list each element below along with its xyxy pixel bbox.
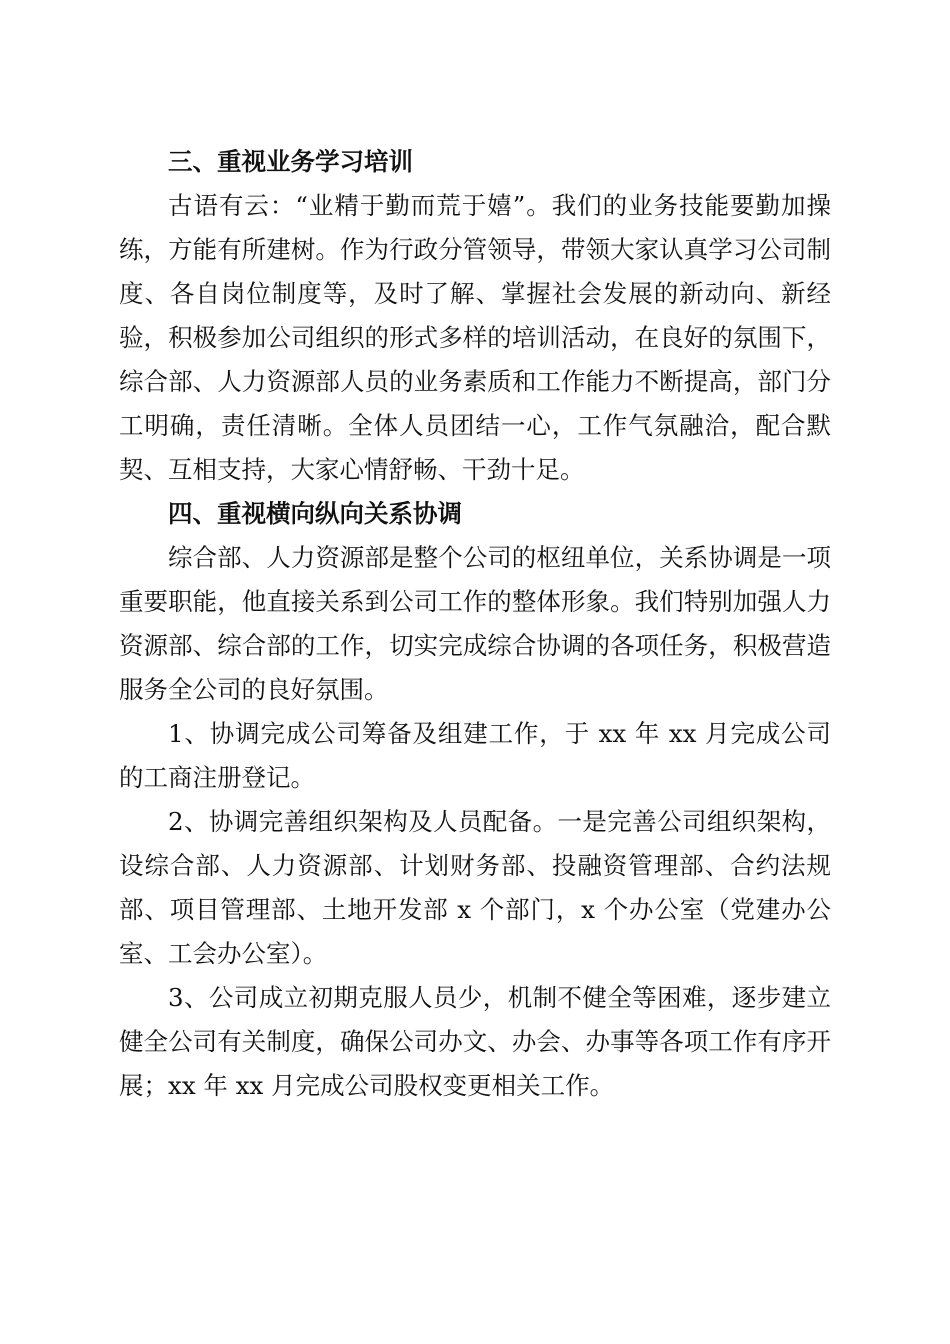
section-4-item-3: 3、公司成立初期克服人员少，机制不健全等困难，逐步建立健全公司有关制度，确保公司办文、办会、办事等各项工作有序开展；xx 年 xx 月完成公司股权变更相关工作。: [119, 983, 831, 1100]
section-3-heading: 三、重视业务学习培训: [168, 147, 413, 176]
section-4-heading: 四、重视横向纵向关系协调: [168, 499, 462, 528]
document-body: [119, 140, 831, 1108]
section-4-item-2: 2、协调完善组织架构及人员配备。一是完善公司组织架构，设综合部、人力资源部、计划财务部、投融资管理部、合约法规部、项目管理部、土地开发部 x 个部门，x 个办公室（党建办公室、工会办公室）。: [119, 807, 831, 968]
section-4-item-1: 1、协调完成公司筹备及组建工作，于 xx 年 xx 月完成公司的工商注册登记。: [119, 719, 831, 792]
section-4-paragraph: 综合部、人力资源部是整个公司的枢纽单位，关系协调是一项重要职能，他直接关系到公司工作的整体形象。我们特别加强人力资源部、综合部的工作，切实完成综合协调的各项任务，积极营造服务全公司的良好氛围。: [119, 543, 831, 704]
section-3-paragraph: 古语有云：“业精于勤而荒于嬉”。我们的业务技能要勤加操练，方能有所建树。作为行政分管领导，带领大家认真学习公司制度、各自岗位制度等，及时了解、掌握社会发展的新动向、新经验，积极参加公司组织的形式多样的培训活动，在良好的氛围下，综合部、人力资源部人员的业务素质和工作能力不断提高，部门分工明确，责任清晰。全体人员团结一心，工作气氛融洽，配合默契、互相支持，大家心情舒畅、干劲十足。: [119, 191, 831, 484]
